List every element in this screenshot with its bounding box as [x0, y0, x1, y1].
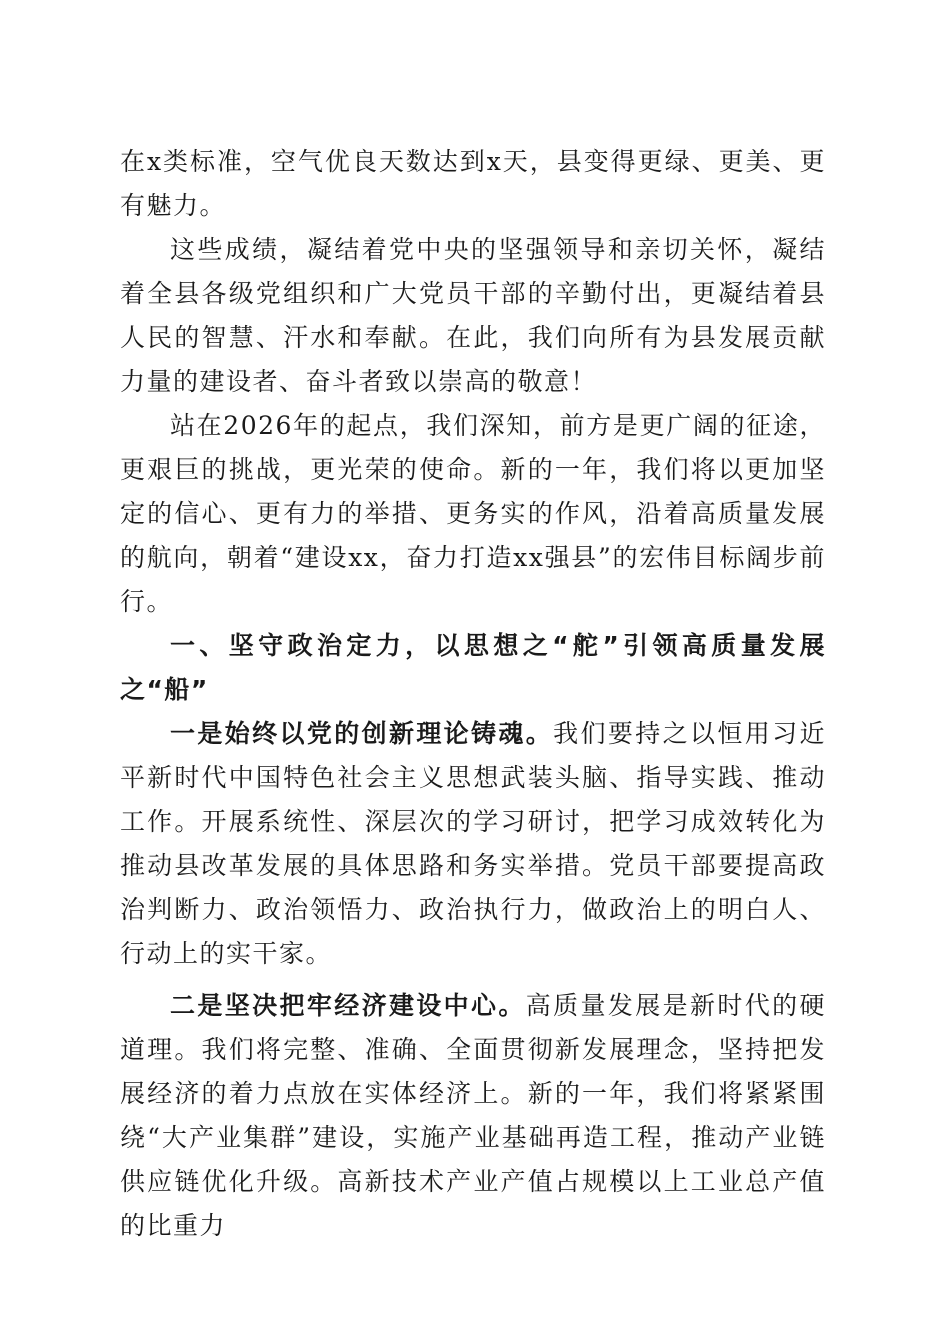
paragraph-item-1 — [120, 712, 826, 976]
document-body — [120, 140, 826, 1248]
paragraph-new-year: 站在2026年的起点，我们深知，前方是更广阔的征途，更艰巨的挑战，更光荣的使命。新的一年，我们将以更加坚定的信心、更有力的举措、更务实的作风，沿着高质量发展的航向，朝着“建设xx，奋力打造xx强县”的宏伟目标阔步前行。 — [120, 411, 826, 616]
item-1-text: 我们要持之以恒用习近平新时代中国特色社会主义思想武装头脑、指导实践、推动工作。开展系统性、深层次的学习研讨，把学习成效转化为推动县改革发展的具体思路和务实举措。党员干部要提高政治判断力、政治领悟力、政治执行力，做政治上的明白人、行动上的实干家。 — [120, 719, 826, 968]
item-2-text: 高质量发展是新时代的硬道理。我们将完整、准确、全面贯彻新发展理念，坚持把发展经济的着力点放在实体经济上。新的一年，我们将紧紧围绕“大产业集群”建设，实施产业基础再造工程，推动产业链供应链优化升级。高新技术产业产值占规模以上工业总产值的比重力 — [120, 991, 826, 1240]
paragraph-achievements: 这些成绩，凝结着党中央的坚强领导和亲切关怀，凝结着全县各级党组织和广大党员干部的辛勤付出，更凝结着县人民的智慧、汗水和奉献。在此，我们向所有为县发展贡献力量的建设者、奋斗者致以崇高的敬意！ — [120, 235, 826, 396]
paragraph-continued: 在x类标准，空气优良天数达到x天，县变得更绿、更美、更有魅力。 — [120, 147, 826, 220]
item-1-lead: 一是始终以党的创新理论铸魂。 — [170, 719, 554, 748]
item-2-lead: 二是坚决把牢经济建设中心。 — [170, 991, 526, 1020]
section-heading: 一、坚守政治定力，以思想之“舵”引领高质量发展之“船” — [120, 631, 826, 704]
paragraph-item-2 — [120, 984, 826, 1248]
